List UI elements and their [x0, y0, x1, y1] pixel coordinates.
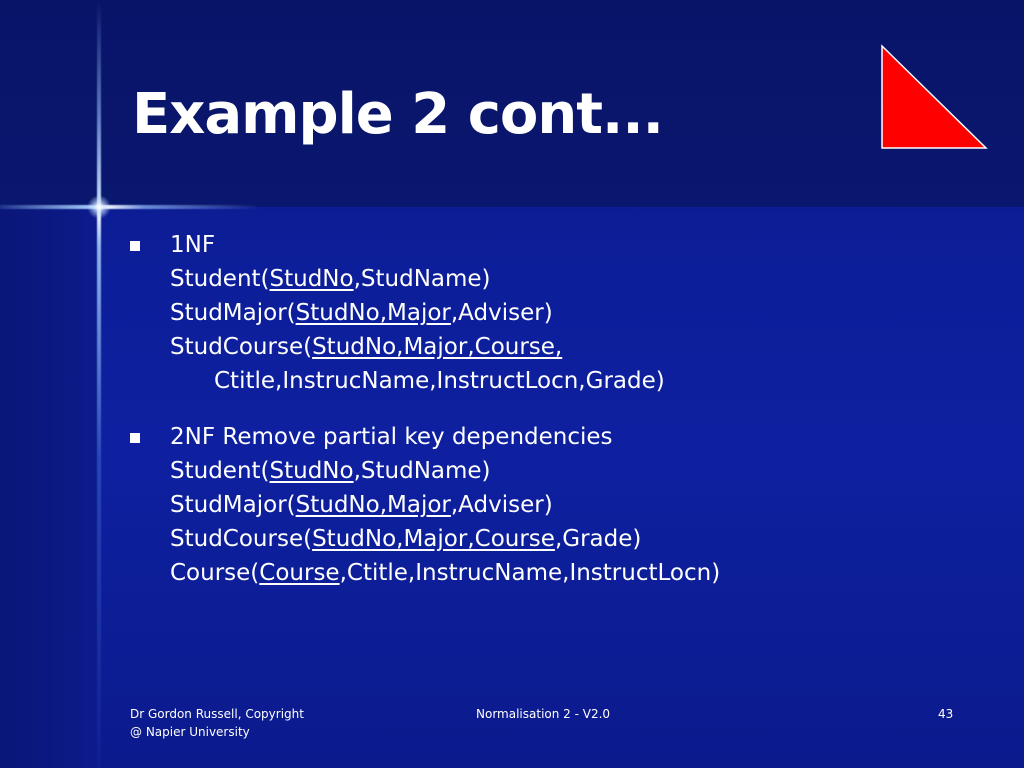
relation-text: ,StudName) [353, 458, 491, 484]
relation-text: ,Adviser) [450, 492, 553, 518]
relation-text: StudCourse( [170, 526, 313, 552]
footer-author-line2: @ Napier University [130, 725, 250, 739]
bullet-line [170, 296, 988, 330]
relation-text: StudMajor( [170, 492, 296, 518]
relation-text: Student( [170, 266, 270, 292]
key-attribute-text: StudNo,Major [295, 492, 451, 518]
bullet-line [170, 262, 988, 296]
bullet-square-icon [130, 241, 140, 251]
key-attribute-text: StudNo,Major [295, 300, 451, 326]
relation-text: ,Grade) [554, 526, 642, 552]
key-attribute-text: StudNo [269, 458, 354, 484]
relation-text: ,Adviser) [450, 300, 553, 326]
relation-text: 2NF Remove partial key dependencies [170, 424, 613, 450]
bullet-item [128, 420, 988, 590]
bullet-line [170, 522, 988, 556]
key-attribute-text: StudNo,Major,Course, [312, 334, 563, 360]
relation-text: Ctitle,InstrucName,InstructLocn,Grade) [214, 368, 665, 394]
bullet-square-icon [130, 433, 140, 443]
bullet-line [170, 330, 988, 364]
footer-author [130, 705, 304, 741]
relation-text: 1NF [170, 232, 216, 258]
relation-text: Course( [170, 560, 260, 586]
bullet-line [170, 556, 988, 590]
slide-body [128, 228, 988, 590]
key-attribute-text: Course [259, 560, 340, 586]
relation-text: ,StudName) [353, 266, 491, 292]
bullet-line [170, 420, 988, 454]
bullet-item [128, 228, 988, 398]
bullet-line [170, 488, 988, 522]
left-band [0, 207, 100, 768]
footer-title: Normalisation 2 - V2.0 [476, 707, 611, 721]
slide-title: Example 2 cont... [132, 82, 663, 147]
key-attribute-text: StudNo,Major,Course [312, 526, 555, 552]
relation-text: ,Ctitle,InstrucName,InstructLocn) [339, 560, 721, 586]
slide-number: 43 [938, 707, 954, 721]
footer-author-line1: Dr Gordon Russell, Copyright [130, 707, 304, 721]
relation-text: StudCourse( [170, 334, 313, 360]
key-attribute-text: StudNo [269, 266, 354, 292]
red-triangle-icon [880, 44, 988, 150]
bullet-line [170, 364, 988, 398]
horizontal-glow-line [0, 205, 260, 209]
sparkle-star-icon [87, 195, 111, 219]
relation-text: StudMajor( [170, 300, 296, 326]
bullet-line [170, 228, 988, 262]
bullet-line [170, 454, 988, 488]
vertical-glow-line [97, 0, 101, 768]
relation-text: Student( [170, 458, 270, 484]
